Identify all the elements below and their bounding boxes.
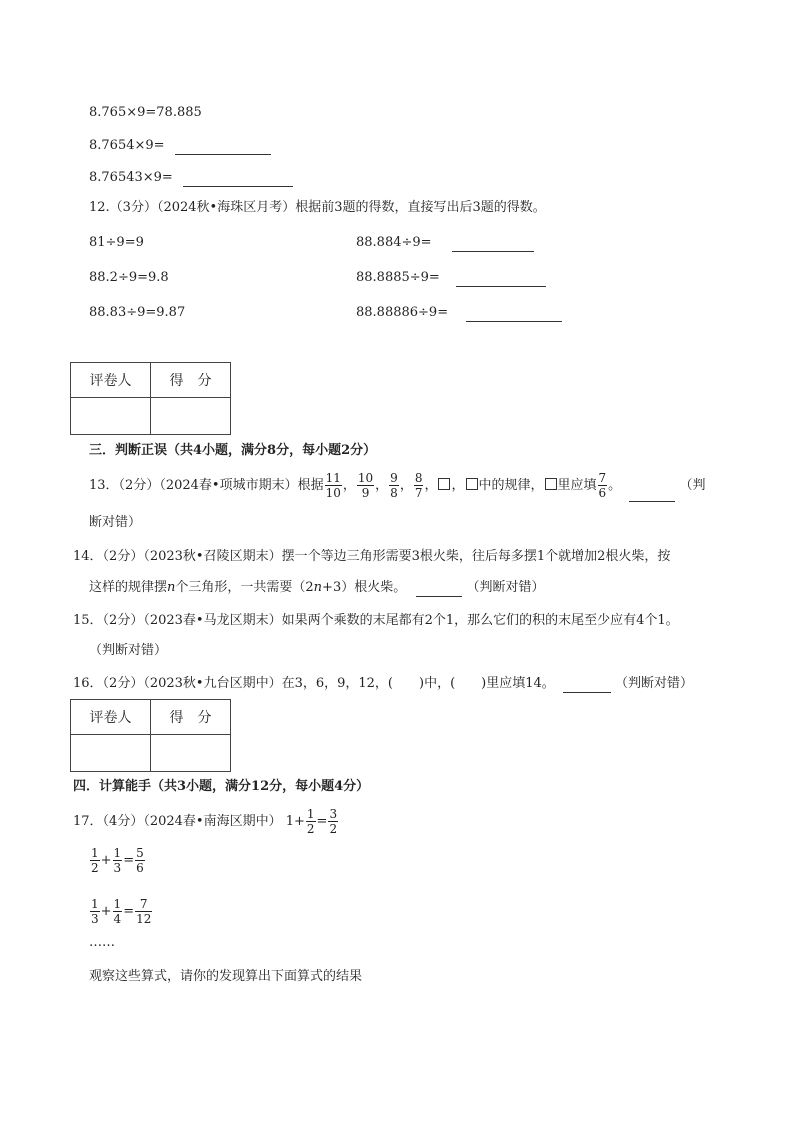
q12-right-3 — [356, 304, 562, 322]
q15-line1: 15．（2分）（2023春•马龙区期末）如果两个乘数的末尾都有2个1，那么它们的积的末尾至少应有4个1。 — [73, 613, 679, 628]
square-box-icon — [545, 478, 557, 490]
answer-blank[interactable] — [456, 272, 546, 287]
fraction: $\frac{10}{9}$ — [357, 471, 374, 500]
square-box-icon — [466, 478, 478, 490]
answer-blank[interactable] — [175, 140, 271, 155]
q15-line2: （判断对错） — [89, 643, 168, 658]
q12-head: 12.（3分）（2024秋•海珠区月考）根据前3题的得数，直接写出后3题的得数。 — [89, 200, 546, 215]
q11-line3-text: 8.76543×9= — [89, 170, 173, 185]
grader-cell[interactable] — [71, 735, 151, 772]
q11-line2-text: 8.7654×9= — [89, 138, 165, 153]
q12-left-1: 81÷9=9 — [89, 235, 144, 250]
section3-title: 三．判断正误（共4小题，满分8分，每小题2分） — [89, 443, 377, 458]
fraction: $\frac{3}{2}$ — [329, 807, 338, 836]
score-cell[interactable] — [151, 398, 231, 435]
q14-line1: 14．（2分）（2023秋•召陵区期末）摆一个等边三角形需要3根火柴，往后每多摆1个就增加2根火柴，按 — [73, 549, 671, 564]
fraction: $\frac{1}{4}$ — [113, 897, 122, 926]
score-table — [70, 362, 231, 435]
q13-prefix: 13．（2分）（2024春•项城市期末）根据 — [89, 478, 324, 493]
grader-header: 评卷人 — [71, 700, 151, 735]
q12-left-3: 88.83÷9=9.87 — [89, 305, 186, 320]
fraction: $\frac{11}{10}$ — [325, 471, 341, 500]
fraction: $\frac{1}{3}$ — [91, 897, 99, 926]
q12-right-2 — [356, 269, 546, 287]
q12-left-2: 88.2÷9=9.8 — [89, 270, 169, 285]
q16-line: 16．（2分）（2023秋•九台区期中）在3，6，9，12，( )中，( )里应填14。 （判断对错） — [73, 676, 694, 691]
q17-eq3: $\frac{1}{3}$ + $\frac{1}{4}$ = $\frac{7}{12}$ — [91, 897, 152, 926]
grader-header: 评卷人 — [71, 363, 151, 398]
answer-blank[interactable] — [629, 481, 675, 502]
answer-blank[interactable] — [452, 237, 534, 252]
answer-blank[interactable] — [466, 307, 562, 322]
q12-right-2-text: 88.8885÷9= — [356, 270, 440, 285]
q12-right-3-text: 88.88886÷9= — [356, 305, 449, 320]
fraction: $\frac{9}{8}$ — [390, 471, 398, 500]
grader-cell[interactable] — [71, 398, 151, 435]
q11-line2 — [89, 137, 271, 155]
fraction: $\frac{1}{2}$ — [306, 807, 315, 836]
q12-right-1-text: 88.884÷9= — [356, 235, 432, 250]
answer-blank[interactable] — [416, 582, 462, 597]
q14-line2: 这样的规律摆n个三角形，一共需要（2n+3）根火柴。 （判断对错） — [89, 580, 545, 595]
fraction: $\frac{7}{12}$ — [136, 897, 152, 926]
fraction: $\frac{8}{7}$ — [414, 471, 423, 500]
score-cell[interactable] — [151, 735, 231, 772]
answer-blank[interactable] — [563, 678, 611, 693]
answer-blank[interactable] — [183, 172, 293, 187]
q17-eq2: $\frac{1}{2}$ + $\frac{1}{3}$ = $\frac{5}{6}$ — [91, 846, 144, 875]
q17-instruction: 观察这些算式，请你的发现算出下面算式的结果 — [89, 969, 363, 984]
section4-title: 四．计算能手（共3小题，满分12分，每小题4分） — [73, 779, 370, 794]
fraction: $\frac{1}{2}$ — [91, 846, 99, 875]
fraction: $\frac{5}{6}$ — [136, 846, 144, 875]
q11-line1: 8.765×9=78.885 — [89, 105, 202, 120]
score-header: 得 分 — [151, 700, 231, 735]
q17-dots: …… — [89, 935, 115, 950]
q13-line1: 13．（2分）（2024春•项城市期末）根据 $\frac{11}{10}$ ， $\frac{10}{9}$ ， $\frac{9}{8}$ ， $\frac{8}{7}$ ， ， 中的规律， 里应填 $\frac{7}{6}$ 。 （判 — [89, 471, 706, 500]
q13-line2: 断对错） — [89, 515, 142, 530]
q12-right-1 — [356, 234, 534, 252]
score-header: 得 分 — [151, 363, 231, 398]
q13-judge: （判 — [679, 478, 706, 493]
q17-head: 17．（4分）（2024春•南海区期中） 1+ $\frac{1}{2}$ = $\frac{3}{2}$ — [73, 807, 338, 836]
fraction: $\frac{1}{3}$ — [113, 846, 122, 875]
square-box-icon — [438, 478, 450, 490]
score-table — [70, 699, 231, 772]
q11-line3 — [89, 169, 293, 187]
fraction: $\frac{7}{6}$ — [598, 471, 607, 500]
